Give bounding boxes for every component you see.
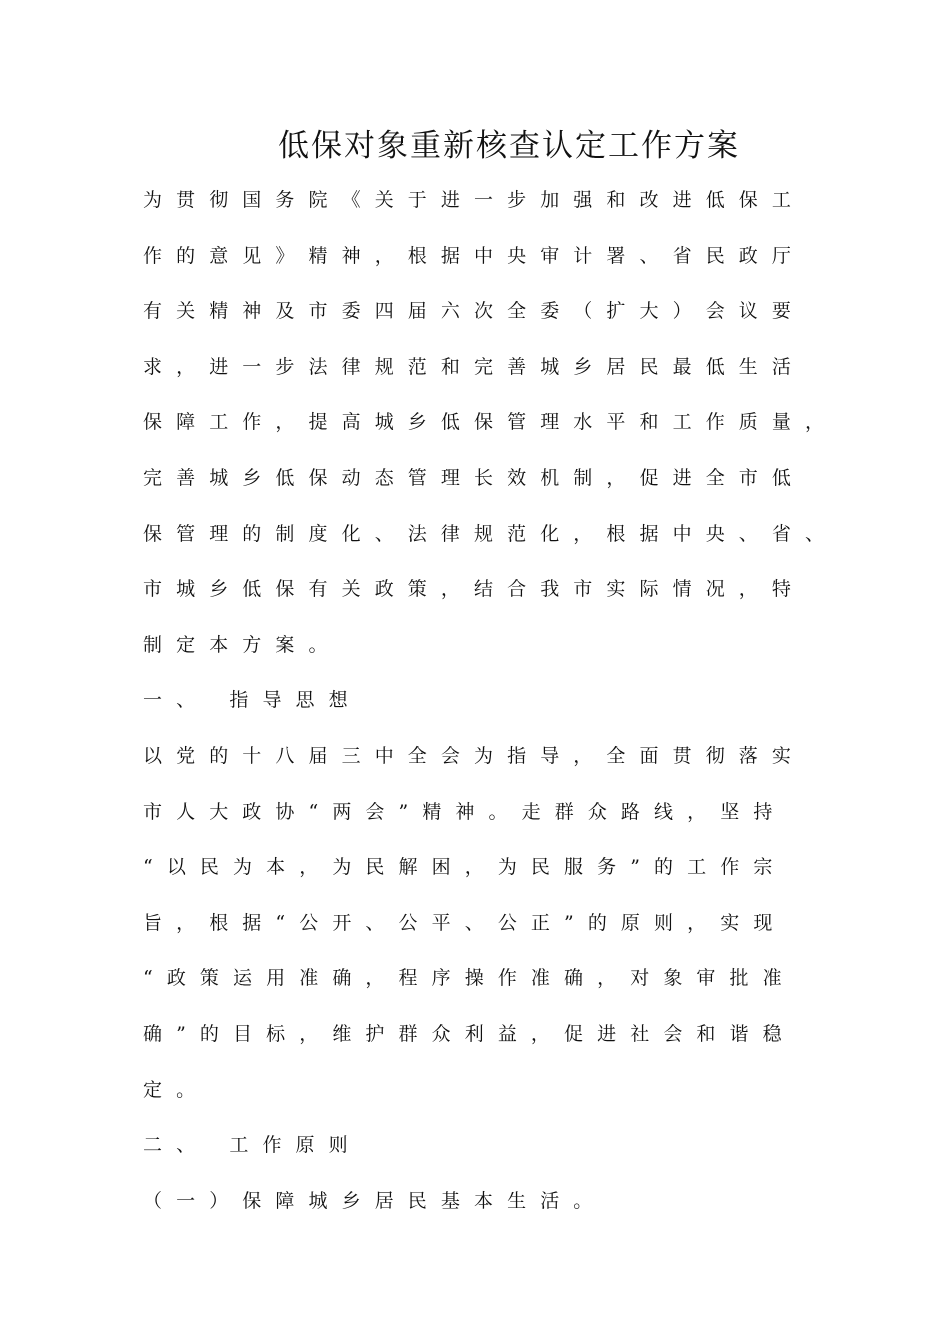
document-body — [143, 179, 843, 1235]
section-heading: 一、 指导思想 — [143, 689, 362, 712]
section-heading: 二、 工作原则 — [143, 1134, 362, 1157]
text-line: 以党的十八届三中全会为指导，全面贯彻落实 — [143, 744, 806, 767]
page-title: 低保对象重新核查认定工作方案 — [278, 128, 740, 164]
text-line: 为贯彻国务院《关于进一步加强和改进低保工 — [143, 189, 806, 211]
text-line: 保障工作，提高城乡低保管理水平和工作质量， — [143, 411, 839, 434]
text-line: 作的意见》精神，根据中央审计署、省民政厅 — [143, 244, 806, 267]
subsection-heading: （一）保障城乡居民基本生活。 — [143, 1189, 607, 1212]
text-line: 旨，根据“公开、公平、公正”的原则，实现 — [143, 911, 787, 934]
text-line: 有关精神及市委四届六次全委（扩大）会议要 — [143, 300, 806, 323]
text-line: 保管理的制度化、法律规范化，根据中央、省、 — [143, 522, 839, 545]
text-line: 确”的目标，维护群众利益，促进社会和谐稳 — [143, 1022, 796, 1045]
text-line: 完善城乡低保动态管理长效机制，促进全市低 — [143, 466, 806, 489]
text-line: 市城乡低保有关政策，结合我市实际情况，特 — [143, 578, 806, 601]
text-line: 制定本方案。 — [143, 633, 342, 656]
text-line: 定。 — [143, 1078, 210, 1101]
text-line: 市人大政协“两会”精神。走群众路线，坚持 — [143, 800, 787, 823]
text-line: 求，进一步法律规范和完善城乡居民最低生活 — [143, 355, 806, 378]
text-line: “政策运用准确，程序操作准确，对象审批准 — [143, 967, 796, 990]
text-line: “以民为本，为民解困，为民服务”的工作宗 — [143, 856, 787, 879]
